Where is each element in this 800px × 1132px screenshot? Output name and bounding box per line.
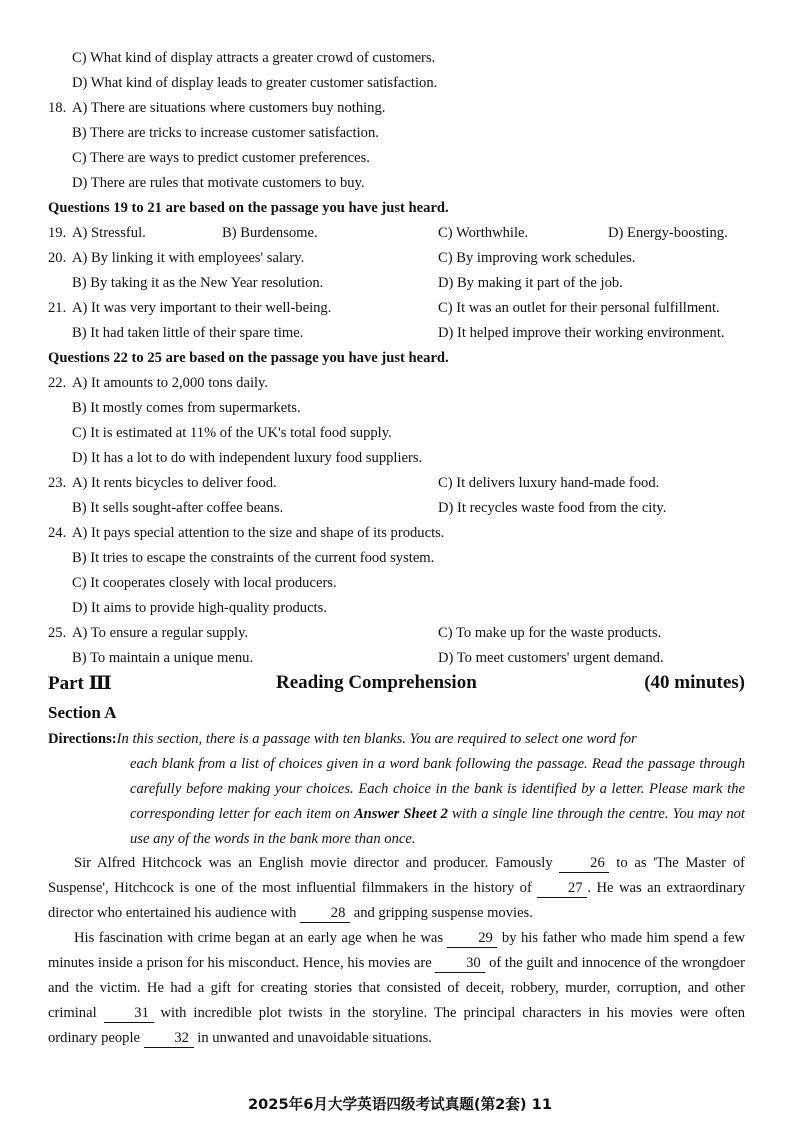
q22-option-b: B) It mostly comes from supermarkets. <box>72 400 301 416</box>
q24-option-d: D) It aims to provide high-quality products. <box>72 600 327 616</box>
blank-32: 32 <box>144 1029 194 1048</box>
q24-option-a: A) It pays special attention to the size and shape of its products. <box>72 525 445 541</box>
passage-text: His fascination with crime began at an early age when he was <box>74 930 448 946</box>
q18-number: 18. <box>48 100 67 116</box>
q18-option-a: A) There are situations where customers buy nothing. <box>72 100 386 116</box>
q23-number: 23. <box>48 475 67 491</box>
section-title: Section A <box>48 703 117 722</box>
q22-option-d: D) It has a lot to do with independent luxury food suppliers. <box>72 450 423 466</box>
directions-body <box>48 752 745 852</box>
blank-28: 28 <box>300 904 350 923</box>
passage-text: with incredible plot twists in the storyline. The principal characters in his movies were often ordinary people <box>48 1005 745 1046</box>
directions-text-b: with a single line through the centre. You may not use any of the words in the bank more than once. <box>130 806 745 847</box>
blank-29: 29 <box>447 929 497 948</box>
passage-text: Sir Alfred Hitchcock was an English movie director and producer. Famously <box>74 855 560 871</box>
passage-text: of the guilt and innocence of the wrongdoer and the victim. He had a gift for creating stories that consisted of deceit, robbery, murder, corruption, and other criminal <box>48 955 745 1021</box>
q21-option-d: D) It helped improve their working environment. <box>438 325 725 341</box>
part-header <box>48 672 745 700</box>
passage-paragraph-1 <box>48 851 745 926</box>
part-time: (40 minutes) <box>644 672 745 693</box>
q23-option-b: B) It sells sought-after coffee beans. <box>72 500 284 516</box>
q23-option-a: A) It rents bicycles to deliver food. <box>72 475 277 491</box>
passage-text: and gripping suspense movies. <box>350 905 533 921</box>
questions-19-21-header: Questions 19 to 21 are based on the passage you have just heard. <box>48 200 449 216</box>
q19-option-c: C) Worthwhile. <box>438 225 529 241</box>
passage-text: to as 'The Master of Suspense', Hitchcock is one of the most influential filmmakers in the history of <box>48 855 746 896</box>
q20-number: 20. <box>48 250 67 266</box>
q24-option-c: C) It cooperates closely with local producers. <box>72 575 337 591</box>
q19-option-d: D) Energy-boosting. <box>608 225 728 241</box>
q25-option-d: D) To meet customers' urgent demand. <box>438 650 664 666</box>
passage-text: in unwanted and unavoidable situations. <box>193 1030 432 1046</box>
q19-number: 19. <box>48 225 67 241</box>
blank-27: 27 <box>537 879 587 898</box>
q23-option-c: C) It delivers luxury hand-made food. <box>438 475 660 491</box>
passage-paragraph-2 <box>48 926 745 1051</box>
q21-number: 21. <box>48 300 67 316</box>
q22-option-a: A) It amounts to 2,000 tons daily. <box>72 375 269 391</box>
q21-option-a: A) It was very important to their well-being. <box>72 300 332 316</box>
directions-label: Directions: <box>48 731 117 747</box>
q17-option-c: C) What kind of display attracts a greater crowd of customers. <box>72 50 436 66</box>
q17-option-d: D) What kind of display leads to greater customer satisfaction. <box>72 75 438 91</box>
q18-option-b: B) There are tricks to increase customer satisfaction. <box>72 125 379 141</box>
q18-option-d: D) There are rules that motivate customers to buy. <box>72 175 365 191</box>
q18-option-c: C) There are ways to predict customer preferences. <box>72 150 370 166</box>
q20-option-d: D) By making it part of the job. <box>438 275 623 291</box>
q25-option-c: C) To make up for the waste products. <box>438 625 662 641</box>
q25-option-b: B) To maintain a unique menu. <box>72 650 254 666</box>
answer-sheet-ref: Answer Sheet 2 <box>353 806 448 822</box>
directions-line1: In this section, there is a passage with ten blanks. You are required to select one word for <box>116 731 637 747</box>
questions-22-25-header: Questions 22 to 25 are based on the passage you have just heard. <box>48 350 449 366</box>
page-footer: 2025年6月大学英语四级考试真题(第2套) 11 <box>248 1096 552 1113</box>
blank-30: 30 <box>435 954 485 973</box>
q19-option-a: A) Stressful. <box>72 225 146 241</box>
passage-text: by his father who made him spend a few minutes inside a prison for his misconduct. Hence, his movies are <box>48 930 745 971</box>
q22-number: 22. <box>48 375 67 391</box>
q24-option-b: B) It tries to escape the constraints of the current food system. <box>72 550 435 566</box>
blank-31: 31 <box>104 1004 154 1023</box>
passage-text: . He was an extraordinary director who entertained his audience with <box>48 880 745 921</box>
directions-text-a: each blank from a list of choices given in a word bank following the passage. Read the passage through carefully before making your choices. Each choice in the bank is identified by a letter. Please mark the corresponding letter for each item on <box>130 756 745 822</box>
q21-option-c: C) It was an outlet for their personal fulfillment. <box>438 300 720 316</box>
q25-number: 25. <box>48 625 67 641</box>
q25-option-a: A) To ensure a regular supply. <box>72 625 249 641</box>
directions <box>48 727 745 852</box>
q21-option-b: B) It had taken little of their spare time. <box>72 325 304 341</box>
q19-option-b: B) Burdensome. <box>222 225 318 241</box>
blank-26: 26 <box>559 854 609 873</box>
q20-option-c: C) By improving work schedules. <box>438 250 636 266</box>
q20-option-a: A) By linking it with employees' salary. <box>72 250 305 266</box>
q20-option-b: B) By taking it as the New Year resolution. <box>72 275 324 291</box>
part-title: Reading Comprehension <box>276 672 477 693</box>
q22-option-c: C) It is estimated at 11% of the UK's total food supply. <box>72 425 392 441</box>
q23-option-d: D) It recycles waste food from the city. <box>438 500 667 516</box>
part-label: Part Ⅲ <box>48 673 112 694</box>
q24-number: 24. <box>48 525 67 541</box>
